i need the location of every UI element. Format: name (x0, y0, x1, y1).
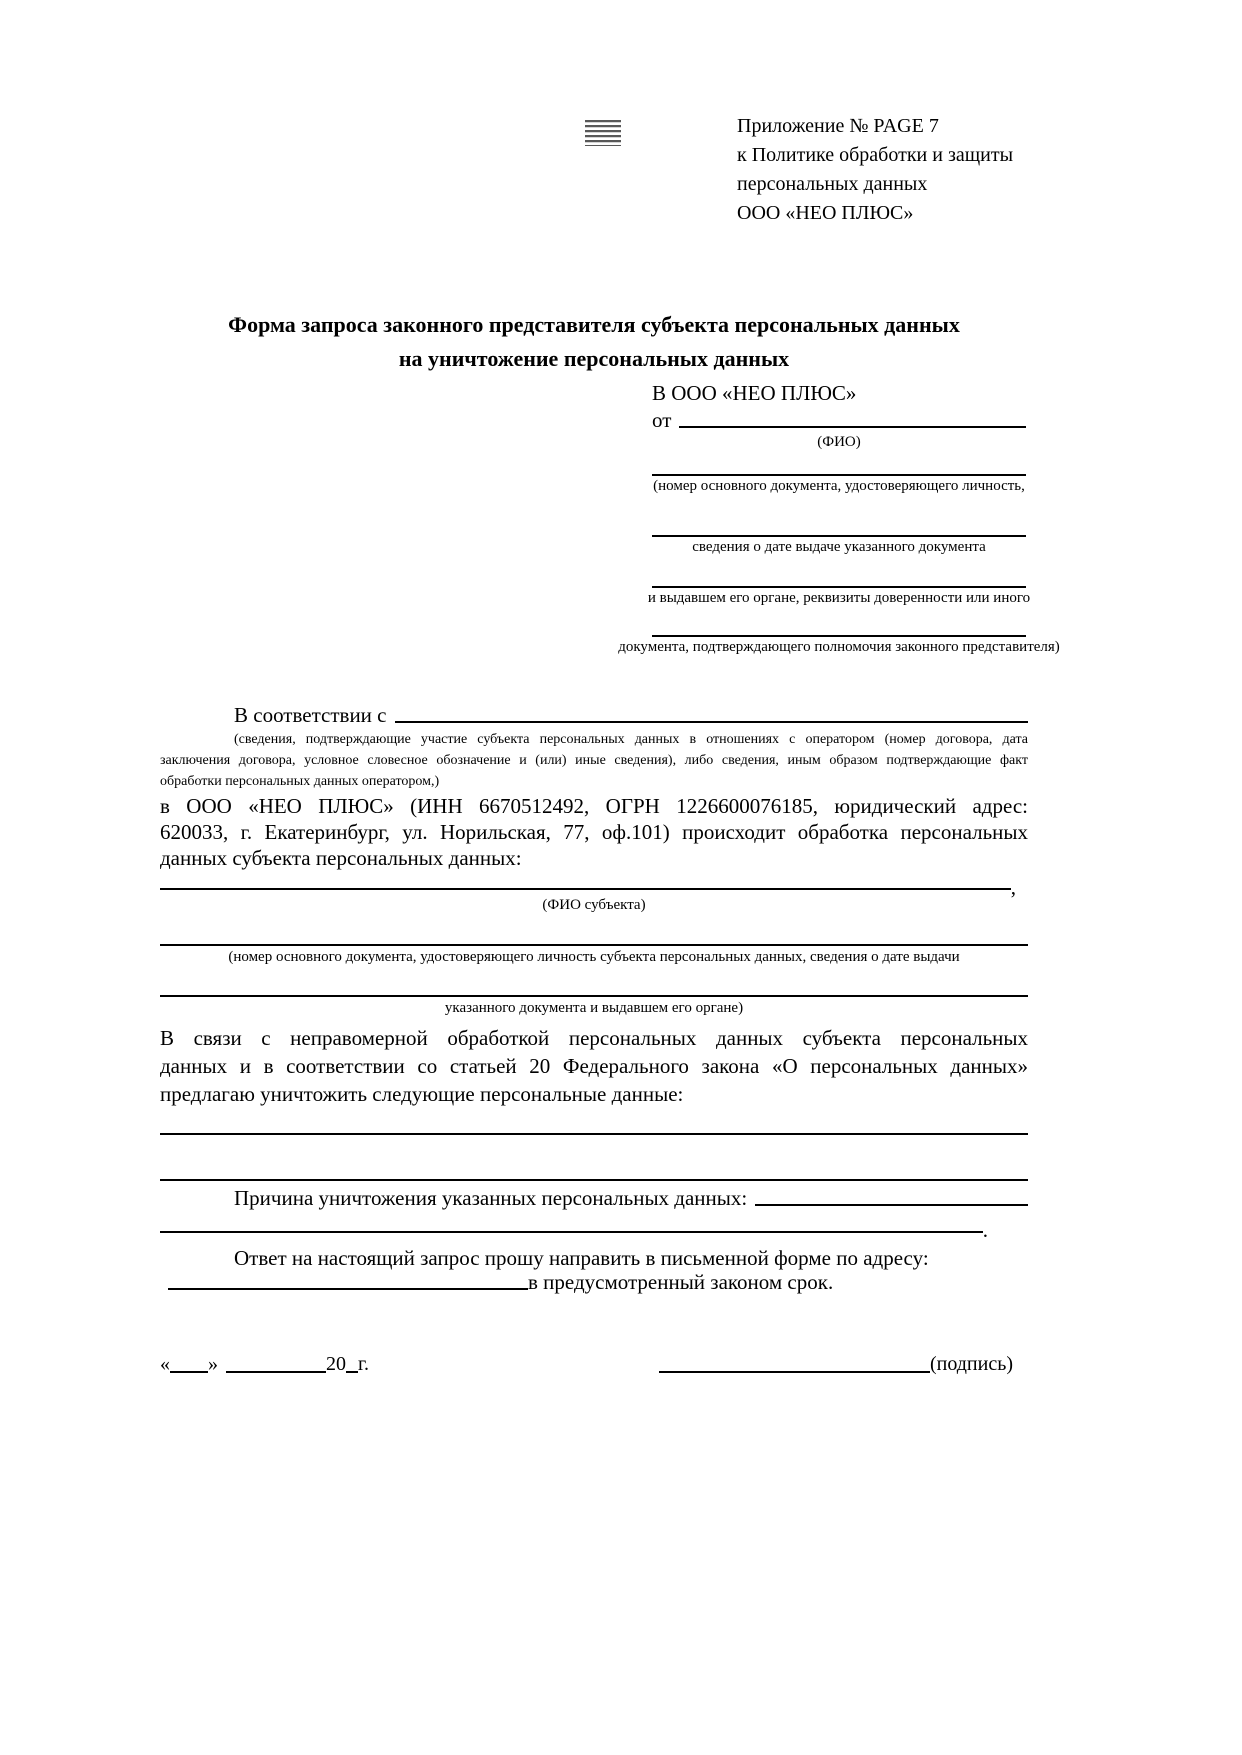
data-to-destroy-field-2[interactable] (160, 1135, 1028, 1181)
request-paragraph-line-2: данных и в соответствии со статьей 20 Федерального закона «О персональных данных» (160, 1054, 1028, 1078)
representative-doc-field-4[interactable] (652, 608, 1026, 637)
operator-paragraph-line-2: 620033, г. Екатеринбург, ул. Норильская, 77, оф.101) происходит обработка персональных (160, 820, 1028, 844)
representative-doc-field-3[interactable] (652, 557, 1026, 588)
date-quote-open: « (160, 1353, 170, 1375)
trailing-period: . (982, 1218, 988, 1242)
subject-doc-field-1[interactable] (160, 915, 1028, 946)
accordance-field[interactable] (395, 719, 1029, 723)
appendix-subject-line: персональных данных (737, 173, 928, 195)
subject-fio-caption: (ФИО субъекта) (542, 897, 646, 913)
doc-caption-4: документа, подтверждающего полномочия законного представителя) (618, 639, 1060, 655)
date-field-group (160, 1352, 369, 1376)
reason-field[interactable] (755, 1202, 1028, 1206)
signature-caption: (подпись) (929, 1353, 1013, 1375)
recipient-org: В ООО «НЕО ПЛЮС» (652, 381, 857, 405)
subject-doc-caption-1: (номер основного документа, удостоверяющего личность субъекта персональных данных, сведения о дате выдачи (228, 949, 960, 965)
appendix-policy-line: к Политике обработки и защиты (737, 144, 1014, 166)
representative-doc-field-1[interactable] (652, 452, 1026, 476)
recipient-block (618, 378, 1060, 657)
request-paragraph (160, 1024, 1028, 1108)
request-paragraph-line-1: В связи с неправомерной обработкой персональных данных субъекта персональных (160, 1026, 1028, 1050)
operator-paragraph-line-1: в ООО «НЕО ПЛЮС» (ИНН 6670512492, ОГРН 1226600076185, юридический адрес: (160, 794, 1028, 818)
accordance-note-line-3: обработки персональных данных оператором,) (160, 774, 440, 789)
operator-paragraph-line-3: данных субъекта персональных данных: (160, 846, 522, 870)
request-paragraph-line-3: предлагаю уничтожить следующие персональные данные: (160, 1082, 684, 1106)
appendix-header (160, 112, 1028, 230)
accordance-note (160, 729, 1028, 792)
signature-field[interactable] (659, 1369, 930, 1373)
accordance-note-line-1: (сведения, подтверждающие участие субъекта персональных данных в отношениях с оператором (номер договора, дата (234, 732, 1028, 747)
year-prefix: 20 (326, 1353, 346, 1375)
reply-address-field[interactable] (168, 1286, 528, 1290)
date-quote-close: » (208, 1353, 218, 1375)
reason-field-continued[interactable] (160, 1229, 983, 1233)
reply-deadline-text: в предусмотренный законом срок. (528, 1270, 834, 1294)
doc-caption-3: и выдавшем его органе, реквизиты доверенности или иного (647, 590, 1031, 606)
doc-caption-1: (номер основного документа, удостоверяющего личность, (653, 478, 1025, 494)
subject-doc-field-2[interactable] (160, 967, 1028, 997)
trailing-comma: , (1010, 875, 1016, 899)
fio-caption: (ФИО) (817, 434, 861, 450)
reply-address-line: Ответ на настоящий запрос прошу направить в письменной форме по адресу: (234, 1246, 929, 1270)
signature-group (659, 1352, 1013, 1376)
title-line-1: Форма запроса законного представителя субъекта персональных данных (228, 312, 960, 337)
appendix-org-name: ООО «НЕО ПЛЮС» (737, 202, 914, 224)
from-label: от (652, 408, 672, 432)
field-code-icon (585, 120, 621, 146)
subject-doc-caption-2: указанного документа и выдавшем его органе) (444, 1000, 744, 1016)
data-to-destroy-field-1[interactable] (160, 1108, 1028, 1135)
month-field[interactable] (226, 1369, 326, 1373)
accordance-note-line-2: заключения договора, условное словесное обозначение и (или) иные сведения), либо сведения, иным образом подтверждающие факт (160, 753, 1028, 768)
reason-label: Причина уничтожения указанных персональных данных: (234, 1186, 748, 1210)
representative-doc-field-2[interactable] (652, 496, 1026, 537)
representative-fio-field[interactable] (679, 424, 1026, 428)
document-title (160, 308, 1028, 376)
operator-paragraph (160, 793, 1028, 871)
accordance-label: В соответствии с (234, 703, 387, 727)
subject-fio-field[interactable] (160, 886, 1011, 890)
title-line-2: на уничтожение персональных данных (398, 346, 790, 371)
doc-caption-2: сведения о дате выдаче указанного документа (692, 539, 986, 555)
day-field[interactable] (170, 1369, 208, 1373)
year-suffix: г. (358, 1353, 369, 1375)
year-digits-field[interactable] (346, 1369, 358, 1373)
appendix-number: Приложение № PAGE 7 (737, 115, 939, 137)
